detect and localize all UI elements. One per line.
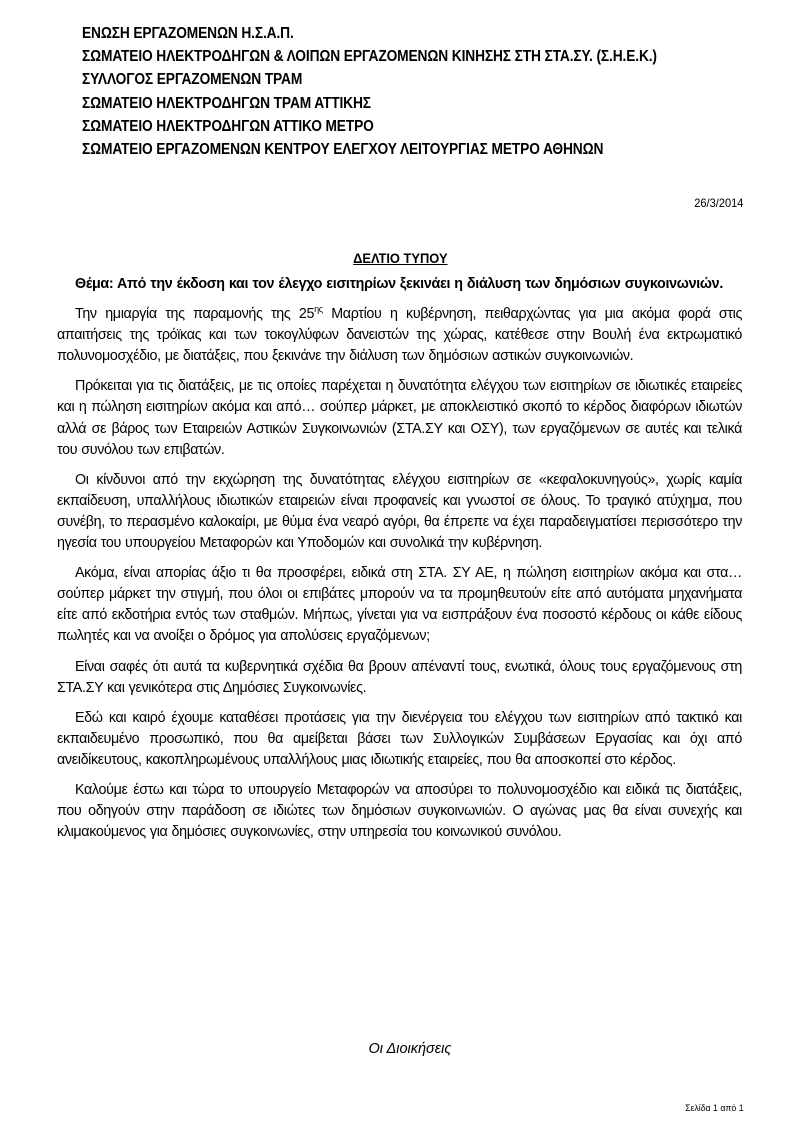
organization-name: ΣΩΜΑΤΕΙΟ ΗΛΕΚΤΡΟΔΗΓΩΝ & ΛΟΙΠΩΝ ΕΡΓΑΖΟΜΕΝΩΝ ΚΙΝΗΣΗΣ ΣΤΗ ΣΤΑ.ΣΥ. (Σ.Η.Ε.Κ.)	[82, 48, 657, 66]
document-date: 26/3/2014	[693, 196, 743, 210]
page-number-footer: Σελίδα 1 από 1	[685, 1103, 744, 1114]
press-release-title: ΔΕΛΤΙΟ ΤΥΠΟΥ	[352, 250, 448, 266]
body-paragraph: Πρόκειται για τις διατάξεις, με τις οποίες παρέχεται η δυνατότητα ελέγχου των εισιτηρίων σε ιδιωτικές εταιρείες και η πώληση εισιτηρίων ακόμα και από… σούπερ μάρκετ, με αποκλειστικό σκοπό το κέρδος διαφόρων ιδιωτών αλλά σε βάρος των Εταιρειών Αστικών Συγκοινωνιών (ΣΤΑ.ΣΥ και ΟΣΥ), των εργαζόμενων σε αυτές και τελικά του συνόλου των επιβατών.	[57, 378, 742, 458]
document-heading	[0, 250, 800, 266]
paragraph-text: Μαρτίου η κυβέρνηση, πειθαρχώντας για μια ακόμα φορά στις απαιτήσεις της τρόϊκας και των τοκογλύφων δανειστών της χώρας, κατέθεσε στην Βουλή ένα εκτρωματικό πολυνομοσχέδιο, με διατάξεις, που ξεκινάνε την διάλυση των δημόσιων αστικών συγκοινωνιών.	[57, 306, 742, 365]
body-paragraph: Οι κίνδυνοι από την εκχώρηση της δυνατότητας ελέγχου εισιτηρίων σε «κεφαλοκυνηγούς», χωρίς καμία εκπαίδευση, υπαλλήλους ιδιωτικών εταιρειών είναι προφανείς και γνωστοί σε όλους. Το τραγικό ατύχημα, που συνέβη, το περασμένο καλοκαίρι, με θύμα ένα νεαρό αγόρι, θα έπρεπε να έχει παραδειγματίσει περισσότερο την ηγεσία του υπουργείου Μεταφορών και Υποδομών και συνολικά την κυβέρνηση.	[57, 471, 742, 552]
organization-name: ΣΩΜΑΤΕΙΟ ΕΡΓΑΖΟΜΕΝΩΝ ΚΕΝΤΡΟΥ ΕΛΕΓΧΟΥ ΛΕΙΤΟΥΡΓΙΑΣ ΜΕΤΡΟ ΑΘΗΝΩΝ	[82, 141, 604, 159]
signature: Οι Διοικήσεις	[368, 1041, 452, 1057]
body-paragraph: Είναι σαφές ότι αυτά τα κυβερνητικά σχέδια θα βρουν απέναντί τους, ενωτικά, όλους τους εργαζόμενους στη ΣΤΑ.ΣΥ και γενικότερα στις Δημόσιες Συγκοινωνίες.	[57, 658, 742, 696]
organization-name: ΣΩΜΑΤΕΙΟ ΗΛΕΚΤΡΟΔΗΓΩΝ ΤΡΑΜ ΑΤΤΙΚΗΣ	[82, 94, 371, 112]
subject-line: Θέμα: Από την έκδοση και τον έλεγχο εισιτηρίων ξεκινάει η διάλυση των δημόσιων συγκοινωνιών.	[75, 276, 723, 292]
organization-name: ΣΥΛΛΟΓΟΣ ΕΡΓΑΖΟΜΕΝΩΝ ΤΡΑΜ	[82, 71, 303, 89]
body-paragraph: Εδώ και καιρό έχουμε καταθέσει προτάσεις για την διενέργεια του ελέγχου των εισιτηρίων από τακτικό και εκπαιδευμένο προσωπικό, που θα αμείβεται βάσει των Συλλογικών Συμβάσεων Εργασίας και όχι από ανειδίκευτους, κακοπληρωμένους υπαλλήλους μιας ιδιωτικής εταιρείες, που θα αποσκοπεί στο κέρδος.	[57, 709, 742, 768]
organization-name: ΕΝΩΣΗ ΕΡΓΑΖΟΜΕΝΩΝ Η.Σ.Α.Π.	[82, 25, 294, 42]
document-body	[57, 274, 742, 852]
organization-name: ΣΩΜΑΤΕΙΟ ΗΛΕΚΤΡΟΔΗΓΩΝ ΑΤΤΙΚΟ ΜΕΤΡΟ	[82, 117, 374, 135]
organizations-list	[82, 22, 721, 161]
paragraph-text: Την ημιαργία της παραμονής της 25	[75, 306, 315, 323]
body-paragraph: Ακόμα, είναι απορίας άξιο τι θα προσφέρει, ειδικά στη ΣΤΑ. ΣΥ ΑΕ, η πώληση εισιτηρίων ακόμα και στα… σούπερ μάρκετ την στιγμή, που όλοι οι επιβάτες μπορούν να τα προμηθευτούν είτε από αυτόματα μηχανήματα είτε από εκδοτήρια εντός των σταθμών. Μήπως, γίνεται για να εισπράξουν ένα ποσοστό κέρδους οι κάθε είδους πωλητές και να ανοίξει ο δρόμος για απολύσεις εργαζόμενων;	[57, 565, 742, 645]
body-paragraph	[57, 304, 742, 367]
body-paragraph: Καλούμε έστω και τώρα το υπουργείο Μεταφορών να αποσύρει το πολυνομοσχέδιο και ειδικά τις διατάξεις, που οδηγούν στην παράδοση σε ιδιώτες των δημόσιων συγκοινωνιών. Ο αγώνας μας θα είναι συνεχής και κλιμακούμενος για δημόσιες συγκοινωνίες, στην υπηρεσία του κοινωνικού συνόλου.	[57, 781, 742, 841]
ordinal-suffix: ης	[314, 304, 323, 315]
